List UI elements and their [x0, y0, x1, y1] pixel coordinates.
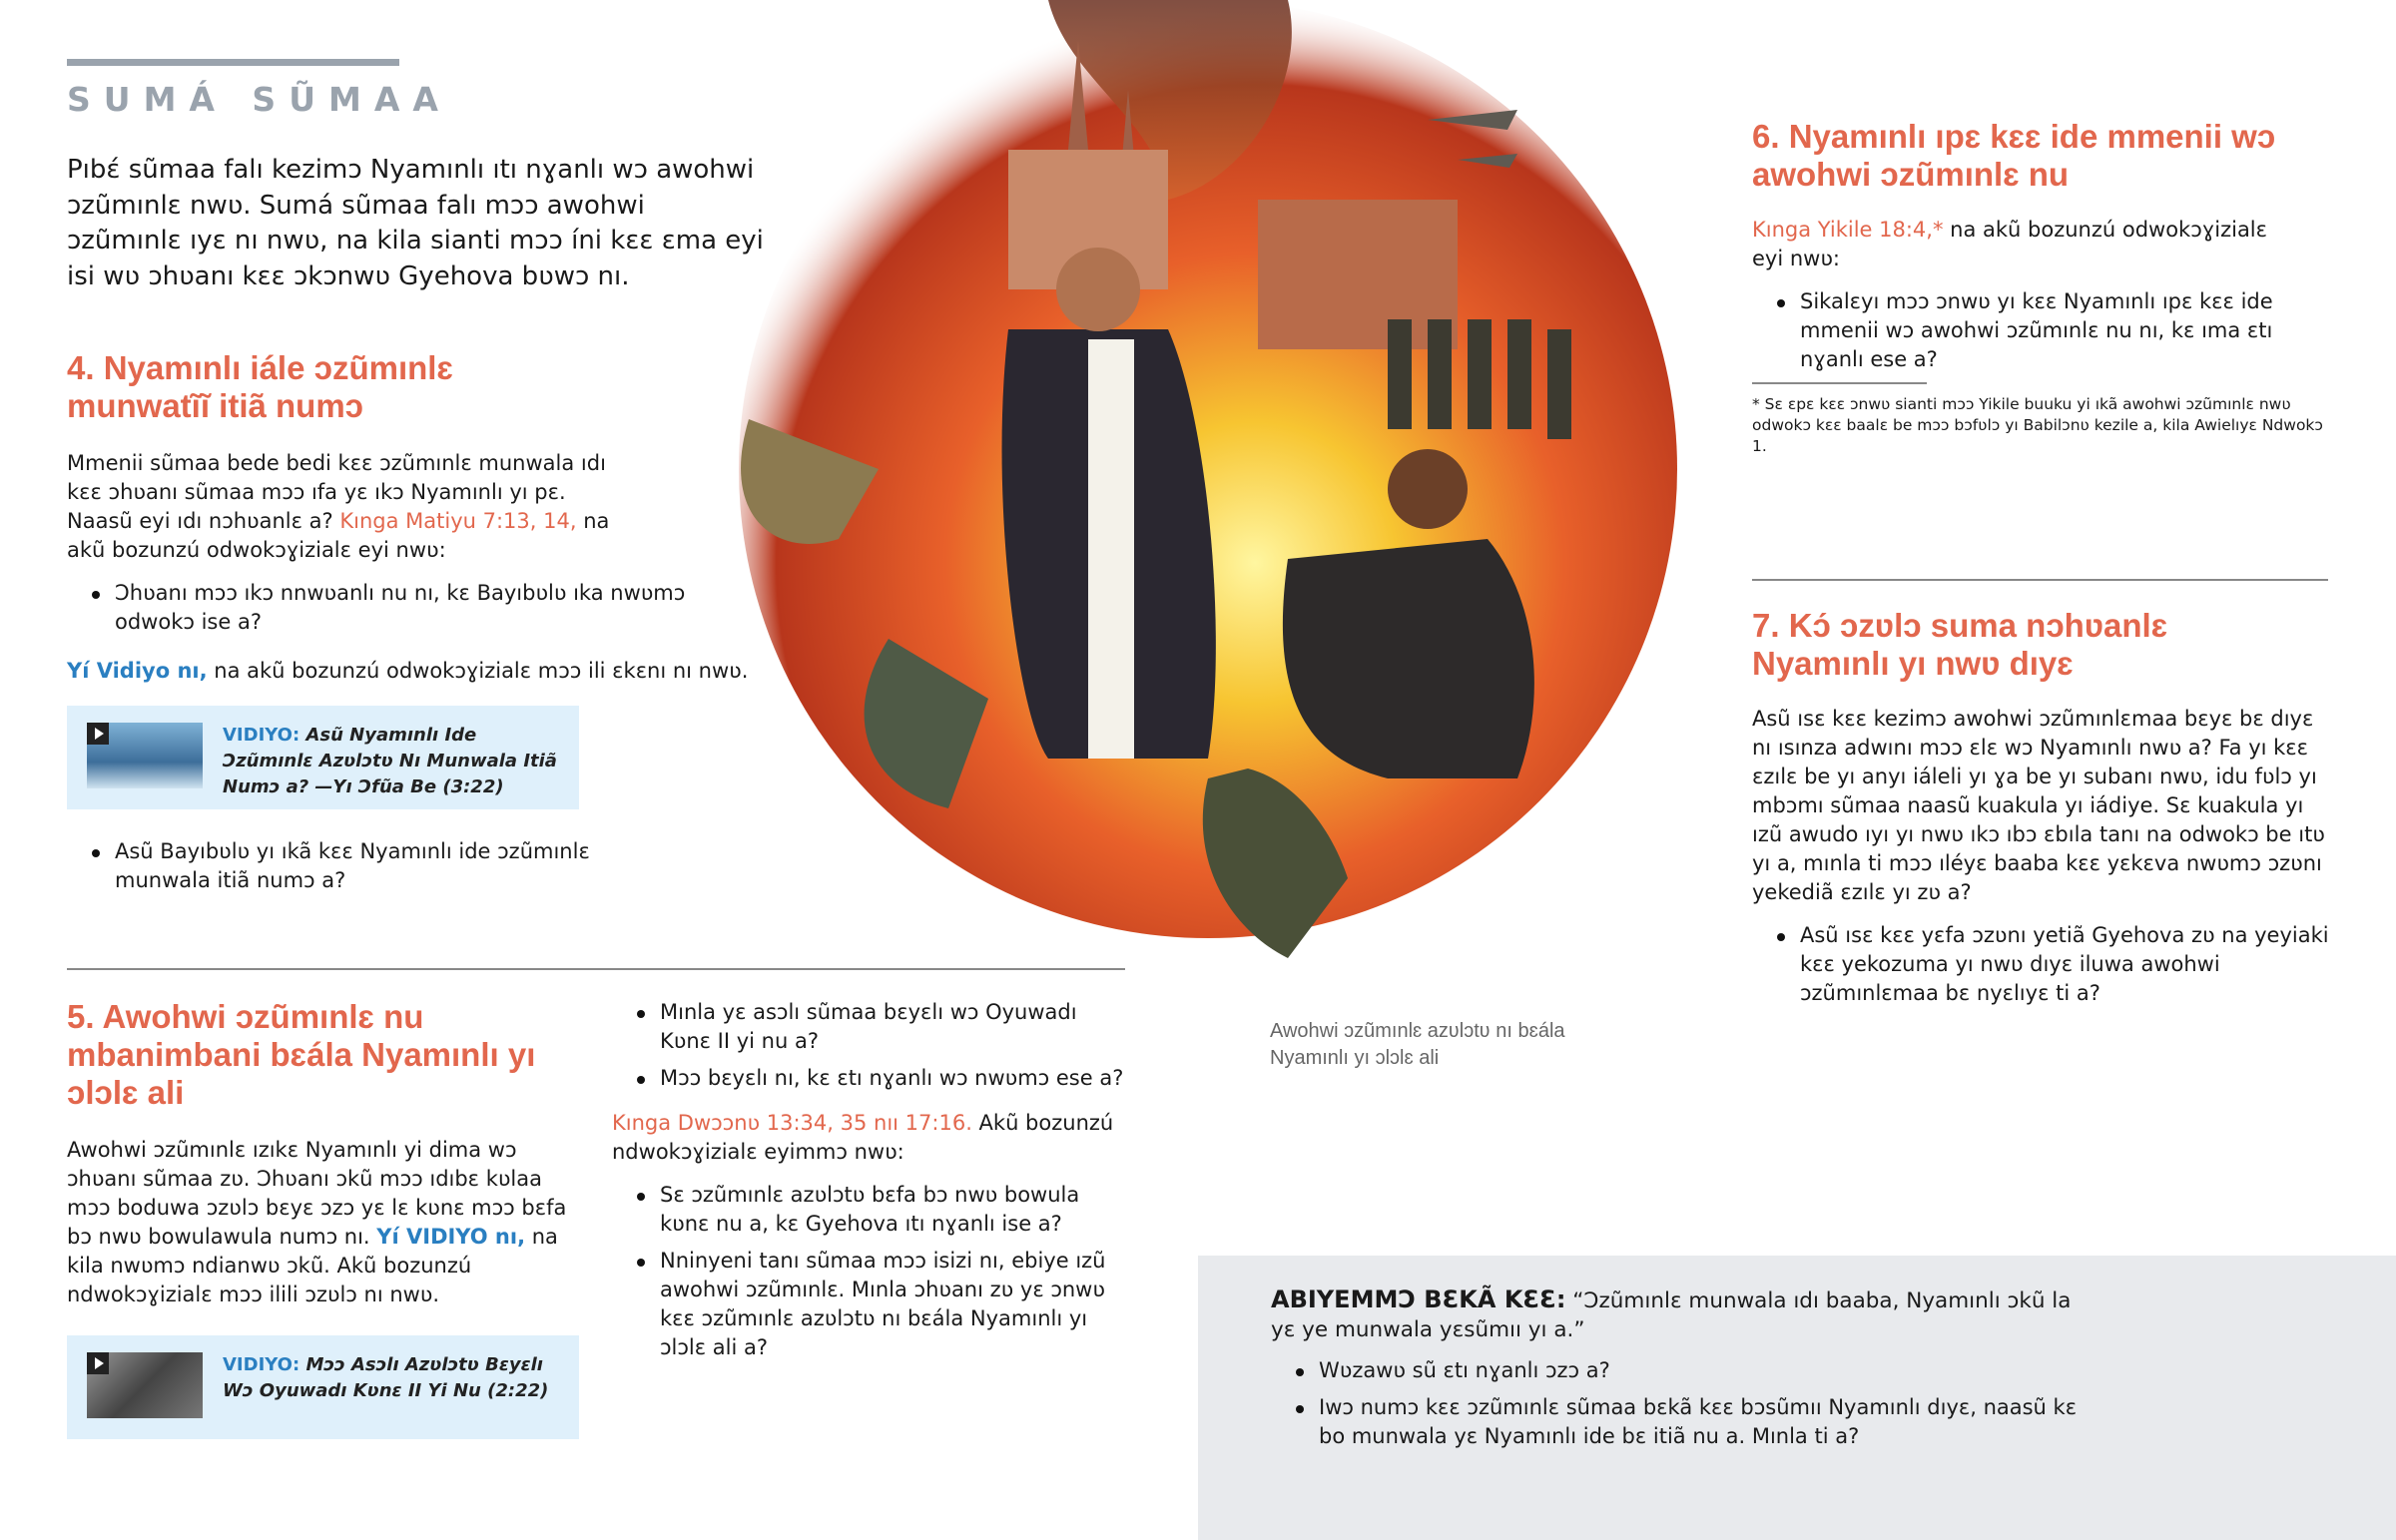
text: Awohwi ɔzũmınlɛ ızıkɛ Nyamınlı yi dima wɔ ɔhʋanı sũmaa zʋ. Ɔhʋanı ɔkũ mɔɔ ıdıbɛ kʋlaa mɔɔ boduwa ɔzʋlɔ bɛyɛ ɔzɔ yɛ lɛ kʋnɛ mɔɔ bɛfa bɔ nwʋ bowulawula numɔ nı.	[67, 1138, 567, 1249]
video-card[interactable]	[67, 706, 579, 809]
footnote-rule	[1752, 382, 1927, 384]
header-rule	[67, 59, 399, 66]
section-7-paragraph: Asũ ısɛ kɛɛ kezimɔ awohwi ɔzũmınlɛmaa bɛyɛ bɛ dıyɛ nı ısınza adwını mɔɔ ɛlɛ wɔ Nyamınlı nwʋ a? Fa yı kɛɛ ɛzılɛ be yı anyı iáleli yı ɣa be yı subanı nwʋ, idu fʋlɔ yı mbɔmı sũmaa naasũ kuakula yı iádiye. Sɛ kuakula yı ızũ awudo ıyı yı nwʋ ıkɔ ıbɔ ɛbıla tanı na odwokɔ be ıtʋ yı a, mınla ti mɔɔ ıléyɛ baaba kɛɛ yɛkɛva nwʋmɔ ɔzʋnı yekediã ɛzılɛ yı zʋ a?	[1752, 707, 2325, 904]
question-bullet: Mɔɔ bɛyɛlı nı, kɛ ɛtı nɣanlı wɔ nwʋmɔ ese a?	[612, 1064, 1131, 1093]
question-bullet: Nninyeni tanı sũmaa mɔɔ isizi nı, ebiye ızũ awohwi ɔzũmınlɛ. Mınla ɔhʋanı zʋ yɛ ɔnwʋ kɛɛ ɔzũmınlɛ azʋlɔtʋ nı bɛála Nyamınlı yı ɔlɔlɛ ali a?	[612, 1247, 1131, 1362]
question-bullet: Iwɔ numɔ kɛɛ ɔzũmınlɛ sũmaa bɛkã kɛɛ bɔsũmıı Nyamınlı dıyɛ, naasũ kɛ bo munwala yɛ Nyamınlı ide bɛ itiã nu a. Mınla ti a?	[1271, 1393, 2090, 1451]
objection-quote: “Ɔzũmınlɛ munwala ıdı baaba, Nyamınlı ɔkũ la yɛ ye munwala yɛsũmıı yı a.”	[1271, 1288, 2072, 1342]
play-icon[interactable]	[87, 1352, 109, 1374]
section-divider	[1752, 579, 2328, 581]
video-thumbnail[interactable]	[87, 1352, 203, 1418]
section-7-title: 7. Kɔ́ ɔzʋlɔ suma nɔhʋanlɛ Nyamınlı yı nwʋ dıyɛ	[1752, 607, 2168, 682]
illustration-caption: Awohwi ɔzũmınlɛ azʋlɔtʋ nı bɛála Nyamınlı yı ɔlɔlɛ ali	[1270, 1020, 1565, 1069]
play-icon[interactable]	[87, 723, 109, 745]
text: na akũ bozunzú odwokɔɣizialɛ mɔɔ ili ɛkɛnı nı nwʋ.	[207, 659, 749, 683]
section-4	[67, 349, 749, 903]
section-5	[67, 998, 586, 1439]
question-bullet: Asũ ısɛ kɛɛ yɛfa ɔzʋnı yetiã Gyehova zʋ na yeyiaki kɛɛ yekozuma yı nwʋ dıyɛ iluwa awohwi ɔzũmınlɛmaa bɛ nyɛlıyɛ ti a?	[1752, 921, 2331, 1008]
text: na akũ bozunzú odwokɔɣizialɛ eyi nwʋ:	[67, 509, 610, 562]
section-6-title: 6. Nyamınlı ıpɛ kɛɛ ide mmenii wɔ awohwi ɔzũmınlɛ nu	[1752, 118, 2276, 193]
section-6	[1752, 118, 2326, 457]
intro-paragraph: Pıbɛ́ sũmaa falı kezimɔ Nyamınlı ıtı nɣanlı wɔ awohwi ɔzũmınlɛ nwʋ. Sumá sũmaa falı mɔɔ awohwi ɔzũmınlɛ ıyɛ nı nwʋ, na kila sianti mɔɔ íni kɛɛ ɛma eyi isi wʋ ɔhʋanı kɛɛ ɔkɔnwʋ Gyehova bʋwɔ nı.	[67, 155, 764, 291]
video-title[interactable]	[223, 723, 559, 800]
text: na kila nwʋmɔ ndianwʋ ɔkũ. Akũ bozunzú ndwokɔɣizialɛ mɔɔ ilili ɔzʋlɔ nı nwʋ.	[67, 1225, 558, 1306]
footnote: * Sɛ ɛpɛ kɛɛ ɔnwʋ sianti mɔɔ Yikile buuku yi ıkã awohwi ɔzũmınlɛ nwʋ odwokɔ kɛɛ baalɛ be mɔɔ bɔfʋlɔ yı Babilɔnʋ kezile a, kila Awielıyɛ Ndwokɔ 1.	[1752, 394, 2323, 455]
scripture-link[interactable]: Kınga Matiyu 7:13, 14,	[339, 509, 577, 533]
scripture-instruction	[1752, 216, 2271, 273]
religion-war-illustration	[689, 0, 1727, 988]
text: Akũ bozunzú ndwokɔɣizialɛ eyimmɔ nwʋ:	[612, 1111, 1114, 1164]
scripture-link[interactable]: Kınga Dwɔɔnʋ 13:34, 35 nıı 17:16.	[612, 1111, 972, 1135]
objection-label: ABIYEMMƆ BƐKÃ KƐƐ:	[1271, 1285, 1566, 1313]
priest-stole	[1088, 339, 1134, 759]
pastor-head	[1388, 449, 1468, 529]
priest-head	[1056, 248, 1140, 331]
video-link[interactable]: Yí VIDIYO nı,	[376, 1225, 526, 1249]
objection-content	[1271, 1285, 2090, 1459]
question-bullet: Sikalɛyı mɔɔ ɔnwʋ yı kɛɛ Nyamınlı ıpɛ kɛɛ ide mmenii wɔ awohwi ɔzũmınlɛ nu nı, kɛ ıma ɛtı nɣanlı ese a?	[1752, 287, 2291, 374]
section-5-questions	[612, 998, 1131, 1370]
section-7	[1752, 607, 2331, 1016]
scripture-instruction	[612, 1109, 1131, 1167]
question-bullet: Asũ Bayıbʋlʋ yı ıkã kɛɛ Nyamınlı ide ɔzũmınlɛ munwala itiã numɔ a?	[67, 837, 626, 895]
text: Mɔɔ Asɔlı Azʋlɔtʋ Bɛyɛlı Wɔ Oyuwadı Kʋnɛ II Yi Nu (2:22)	[223, 1354, 549, 1401]
footnote-marker[interactable]: *	[1932, 218, 1944, 242]
text: Asũ Nyamınlı Ide Ɔzũmınlɛ Azʋlɔtʋ Nı Munwala Itiã Numɔ a? —Yı Ɔfũa Be (3:22)	[223, 725, 557, 797]
section-4-paragraph	[67, 449, 636, 565]
video-link[interactable]: Yí Vidiyo nı,	[67, 659, 208, 683]
scripture-link[interactable]: Kınga Yikile 18:4,	[1752, 218, 1933, 242]
question-bullet: Mınla yɛ asɔlı sũmaa bɛyɛlı wɔ Oyuwadı Kʋnɛ II yi nu a?	[612, 998, 1131, 1056]
question-bullet: Sɛ ɔzũmınlɛ azʋlɔtʋ bɛfa bɔ nwʋ bowula kʋnɛ nu a, kɛ Gyehova ıtı nɣanlı ise a?	[612, 1181, 1131, 1239]
objection-text	[1271, 1285, 2090, 1344]
section-5-title: 5. Awohwi ɔzũmınlɛ nu mbanimbani bɛála Nyamınlı yı ɔlɔlɛ ali	[67, 998, 536, 1111]
video-intro	[67, 657, 749, 686]
section-5-paragraph	[67, 1136, 586, 1309]
question-bullet: Wʋzawʋ sũ ɛtı nɣanlı ɔzɔ a?	[1271, 1356, 2090, 1385]
video-thumbnail[interactable]	[87, 723, 203, 788]
question-bullet: Ɔhʋanı mɔɔ ıkɔ nnwʋanlı nu nı, kɛ Bayıbʋlʋ ıka nwʋmɔ odwokɔ ise a?	[67, 579, 706, 637]
section-4-title: 4. Nyamınlı iále ɔzũmınlɛ munwatĩĩ itiã numɔ	[67, 349, 453, 424]
video-label: VIDIYO:	[223, 1354, 300, 1375]
text: Mmenii sũmaa bede bedi kɛɛ ɔzũmınlɛ munwala ıdı kɛɛ ɔhʋanı sũmaa mɔɔ ıfa yɛ ıkɔ Nyamınlı yı pɛ. Naasũ eyi ıdı nɔhʋanlɛ a?	[67, 451, 606, 533]
section-kicker: SUMÁ SŨMAA	[67, 80, 451, 119]
video-label: VIDIYO:	[223, 725, 300, 746]
video-title[interactable]	[223, 1352, 559, 1404]
text: na akũ bozunzú odwokɔɣizialɛ eyi nwʋ:	[1752, 218, 2267, 270]
video-card[interactable]	[67, 1335, 579, 1439]
